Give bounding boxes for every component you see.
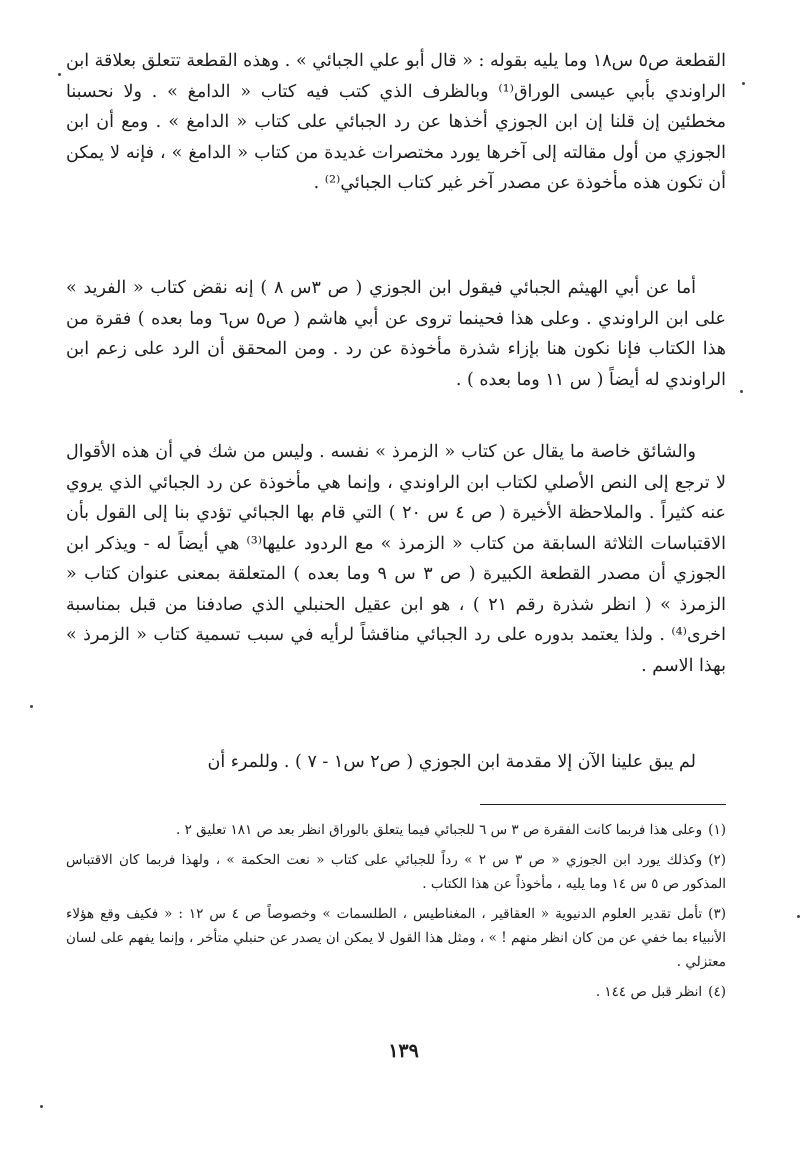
body-paragraph-1 xyxy=(66,46,726,199)
footnote-text: وكذلك يورد ابن الجوزي « ص ٣ س ٢ » رداً للجبائي على كتاب « نعت الحكمة » ، ولهذا فربما كان الاقتباس المذكور ص ٥ س ١٤ وما يليه ، مأخوذاً عن هذا الكتاب . xyxy=(66,852,726,892)
paragraph-text: لم يبق علينا الآن إلا مقدمة ابن الجوزي ( ص٢ س١ - ٧ ) . وللمرء أن xyxy=(207,752,696,772)
page-number: ١٣٩ xyxy=(388,1040,419,1062)
paragraph-text: أما عن أبي الهيثم الجبائي فيقول ابن الجوزي ( ص ٣س ٨ ) إنه نقض كتاب « الفريد » على ابن الراوندي . وعلى هذا فحينما تروى عن أبي هاشم ( ص٥ س٦ وما بعده ) فقرة من هذا الكتاب فإنا نكون هنا بإزاء شذرة مأخوذة عن رد . ومن المحقق أن الرد على زعم ابن الراوندي له أيضاً ( س ١١ وما بعده ) . xyxy=(66,278,726,390)
footnote-number: (٢) xyxy=(708,852,727,868)
scan-speck xyxy=(40,1105,43,1108)
scan-speck xyxy=(797,915,800,918)
paragraph-text: والشائق خاصة ما يقال عن كتاب « الزمرذ » نفسه . وليس من شك في أن هذه الأقوال لا ترجع إلى النص الأصلي لكتاب ابن الراوندي ، وإنما هي مأخوذة عن رد الجبائي الذي يروي عنه كثيراً . والملاحظة الأخيرة ( ص ٤ س ٢٠ ) التي قام بها الجبائي تؤدي بنا إلى القول بأن الاقتباسات الثلاثة السابقة من كتاب « الزمرذ » مع الردود عليها⁽³⁾ هي أيضاً له - ويذكر ابن الجوزي أن مصدر القطعة الكبيرة ( ص ٣ س ٩ وما بعده ) المتعلقة بمعنى عنوان كتاب « الزمرذ » ( انظر شذرة رقم ٢١ ) ، هو ابن عقيل الحنبلي الذي صادفنا من قبل بمناسبة اخرى⁽⁴⁾ . ولذا يعتمد بدوره على رد الجبائي مناقشاً لرأيه في سبب تسمية كتاب « الزمرذ » بهذا الاسم . xyxy=(66,442,727,676)
body-paragraph-3 xyxy=(66,437,726,681)
scan-speck xyxy=(58,73,61,76)
scan-speck xyxy=(742,82,745,85)
footnote-2 xyxy=(66,848,726,896)
body-paragraph-4 xyxy=(66,747,726,778)
body-paragraph-2 xyxy=(66,273,726,395)
footnote-1 xyxy=(66,818,726,842)
paragraph-text: القطعة ص٥ س١٨ وما يليه بقوله : « قال أبو علي الجبائي » . وهذه القطعة تتعلق بعلاقة ابن الراوندي بأبي عيسى الوراق⁽¹⁾ وبالظرف الذي كتب فيه كتاب « الدامغ » . ولا نحسبنا مخطئين إن قلنا إن ابن الجوزي أخذها عن رد الجبائي على كتاب « الدامغ » . ومع أن ابن الجوزي من أول مقالته إلى آخرها يورد مختصرات غديدة من كتاب « الدامغ » ، فإنه لا يمكن أن تكون هذه مأخوذة عن مصدر آخر غير كتاب الجبائي⁽²⁾ . xyxy=(66,51,726,193)
footnote-text: وعلى هذا فربما كانت الفقرة ص ٣ س ٦ للجبائي فيما يتعلق بالوراق انظر بعد ص ١٨١ تعليق ٢ . xyxy=(176,822,703,838)
footnote-number: (١) xyxy=(708,822,726,838)
footnote-text: تأمل تقدير العلوم الدنيوية « العقاقير ، المغناطيس ، الطلسمات » وخصوصاً ص ٤ س ١٢ : « فكيف وقع هؤلاء الأنبياء بما خفي عن من كان انظر منهم ! » ، ومثل هذا القول لا يمكن ان يصدر عن حنبلي متأخر ، وإنما يفهم على لسان معتزلي . xyxy=(66,906,726,970)
footnote-4 xyxy=(66,980,726,1004)
footnote-number: (٣) xyxy=(708,906,726,922)
footnote-3 xyxy=(66,902,726,974)
scan-speck xyxy=(30,705,33,708)
scan-speck xyxy=(740,390,743,393)
footnote-separator xyxy=(480,804,726,805)
footnote-number: (٤) xyxy=(708,984,726,1000)
footnotes xyxy=(66,812,726,1004)
footnote-text: انظر قبل ص ١٤٤ . xyxy=(595,984,703,1000)
